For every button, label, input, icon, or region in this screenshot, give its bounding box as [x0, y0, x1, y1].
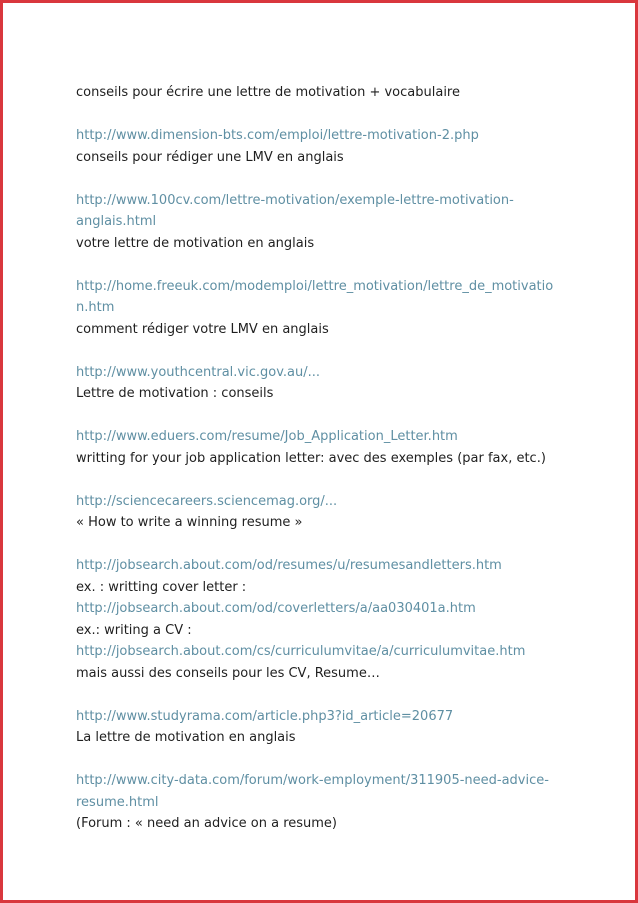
resource-link[interactable]: anglais.html	[76, 214, 157, 229]
resource-description: « How to write a winning resume »	[76, 515, 303, 530]
resource-description: La lettre de motivation en anglais	[76, 730, 296, 745]
resource-link[interactable]: http://jobsearch.about.com/cs/curriculumvitae/a/curriculumvitae.htm	[76, 644, 526, 659]
resource-description: conseils pour rédiger une LMV en anglais	[76, 149, 344, 165]
resource-description: (Forum : « need an advice on a resume)	[76, 816, 338, 831]
resource-link[interactable]: n.htm	[76, 300, 115, 315]
resource-link[interactable]: http://www.eduers.com/resume/Job_Application_Letter.htm	[76, 429, 458, 444]
resource-link[interactable]: http://www.100cv.com/lettre-motivation/exemple-lettre-motivation-	[76, 192, 514, 208]
resource-block	[76, 276, 576, 341]
resource-link[interactable]: http://sciencecareers.sciencemag.org/...	[76, 493, 338, 509]
resource-description: Lettre de motivation : conseils	[76, 386, 274, 401]
resource-link[interactable]: http://jobsearch.about.com/od/resumes/u/resumesandletters.htm	[76, 558, 502, 573]
resource-description: ex.: writing a CV :	[76, 622, 192, 638]
resource-link[interactable]: http://home.freeuk.com/modemploi/lettre_motivation/lettre_de_motivatio	[76, 278, 554, 294]
resource-description: ex. : writting cover letter :	[76, 579, 247, 595]
resource-block	[76, 362, 576, 405]
resource-link[interactable]: http://www.dimension-bts.com/emploi/lettre-motivation-2.php	[76, 128, 479, 143]
resource-block	[76, 555, 576, 684]
resource-description: conseils pour écrire une lettre de motivation + vocabulaire	[76, 85, 460, 100]
resource-block	[76, 426, 576, 469]
resource-block	[76, 706, 576, 749]
resource-block	[76, 491, 576, 534]
resource-block	[76, 82, 576, 104]
resource-description: comment rédiger votre LMV en anglais	[76, 321, 329, 337]
resource-block	[76, 190, 576, 255]
resource-description: mais aussi des conseils pour les CV, Resume…	[76, 665, 380, 681]
resource-block	[76, 125, 576, 168]
resource-link[interactable]: http://www.studyrama.com/article.php3?id_article=20677	[76, 708, 454, 724]
document-content	[76, 82, 576, 856]
resource-description: writting for your job application letter: avec des exemples (par fax, etc.)	[76, 450, 546, 466]
resource-link[interactable]: http://jobsearch.about.com/od/coverletters/a/aa030401a.htm	[76, 601, 476, 616]
resource-description: votre lettre de motivation en anglais	[76, 235, 315, 251]
resource-link[interactable]: http://www.youthcentral.vic.gov.au/...	[76, 364, 321, 380]
resource-block	[76, 770, 576, 835]
resource-link[interactable]: http://www.city-data.com/forum/work-employment/311905-need-advice-	[76, 773, 549, 788]
resource-link[interactable]: resume.html	[76, 794, 159, 810]
